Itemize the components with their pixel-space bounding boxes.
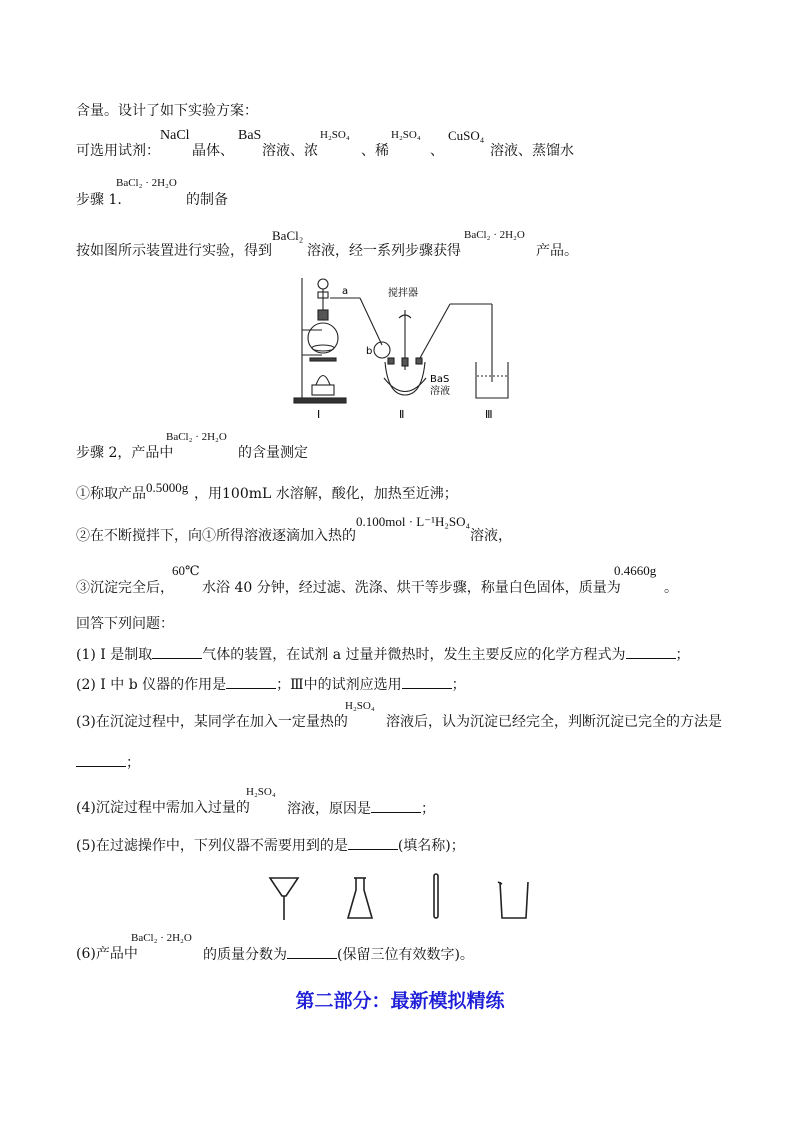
step1-label: 步骤 1.	[76, 192, 122, 208]
text: 溶液、蒸馏水	[490, 143, 574, 159]
formula-h2so4: H₂SO₄	[246, 786, 276, 798]
question-3-text-a: (3)在沉淀过程中，某同学在加入一定量热的	[76, 714, 348, 730]
answer-blank[interactable]	[76, 752, 126, 767]
formula-h2so4: H₂SO₄	[345, 700, 375, 712]
beaker-icon	[498, 882, 528, 918]
funnel-icon	[270, 878, 298, 920]
apparatus-figure	[290, 270, 520, 422]
answer-blank[interactable]	[348, 835, 398, 850]
step-1-line: ①称取产品	[76, 486, 146, 502]
question-6-text-b: 的质量分数为 (保留三位有效数字)。	[203, 944, 474, 965]
section-heading: 第二部分：最新模拟精练	[295, 990, 505, 1012]
glass-rod-icon	[434, 874, 438, 918]
text: 溶液，	[470, 528, 512, 544]
formula-h2so4: H₂SO₄	[320, 129, 350, 141]
text: 的含量测定	[238, 445, 308, 461]
answer-blank[interactable]	[152, 644, 202, 659]
answer-heading: 回答下列问题：	[76, 616, 174, 632]
formula-cuso4: CuSO₄	[448, 128, 485, 143]
text: 的制备	[186, 192, 228, 208]
text: 、	[430, 143, 444, 159]
question-1: (1) Ⅰ 是制取 气体的装置，在试剂 a 过量并微热时，发生主要反应的化学方程式为 ；	[76, 644, 690, 665]
answer-blank[interactable]	[626, 644, 676, 659]
formula-bacl2: BaCl₂	[272, 228, 304, 243]
answer-blank[interactable]	[371, 798, 421, 813]
roman-2: Ⅱ	[399, 408, 405, 421]
text: ，用100mL 水溶解，酸化，加热至近沸；	[194, 486, 458, 502]
question-4-text-b: 溶液，原因是 ；	[287, 798, 435, 819]
roman-1: Ⅰ	[317, 408, 321, 421]
reagent-line-label: 可选用试剂：	[76, 143, 160, 159]
question-6-text-a: (6)产品中	[76, 946, 138, 962]
answer-blank[interactable]	[287, 944, 337, 959]
text-line: 按如图所示装置进行实验，得到	[76, 243, 272, 259]
question-5: (5)在过滤操作中，下列仪器不需要用到的是 (填名称)；	[76, 835, 465, 856]
question-3-answer: ；	[76, 752, 140, 773]
text: 溶液、浓	[262, 143, 318, 159]
step-2-line: ②在不断搅拌下，向①所得溶液逐滴加入热的	[76, 528, 356, 544]
question-3-text-b: 溶液后，认为沉淀已经完全，判断沉淀已完全的方法是	[386, 714, 722, 730]
formula-bacl2-2h2o: BaCl₂ · 2H₂O	[166, 431, 227, 443]
text: 水浴 40 分钟，经过滤、洗涤、烘干等步骤，称量白色固体，质量为	[202, 580, 621, 596]
temperature: 60℃	[172, 563, 200, 578]
text: 。	[664, 580, 678, 596]
roman-3: Ⅲ	[485, 408, 493, 421]
label-a: a	[342, 286, 349, 297]
formula-bas: BaS	[238, 128, 262, 143]
concentration: 0.100mol · L⁻¹H₂SO₄	[356, 514, 471, 529]
step2-label: 步骤 2，产品中	[76, 445, 174, 461]
formula-bacl2-2h2o: BaCl₂ · 2H₂O	[116, 177, 177, 189]
formula-bacl2-2h2o: BaCl₂ · 2H₂O	[131, 932, 192, 944]
text: 溶液，经一系列步骤获得	[307, 243, 461, 259]
instrument-row	[264, 872, 544, 924]
text: 、稀	[361, 143, 389, 159]
label-b: b	[366, 346, 373, 357]
formula-bacl2-2h2o: BaCl₂ · 2H₂O	[464, 229, 525, 241]
question-4-text-a: (4)沉淀过程中需加入过量的	[76, 800, 250, 816]
answer-blank[interactable]	[226, 674, 276, 689]
question-2: (2) Ⅰ 中 b 仪器的作用是 ；Ⅲ中的试剂应选用 ；	[76, 674, 466, 695]
stirrer-label: 搅拌器	[388, 288, 418, 299]
solution-label: 溶液	[430, 386, 450, 397]
text: 晶体、	[192, 143, 234, 159]
formula-nacl: NaCl	[160, 128, 190, 143]
text-line: 含量。设计了如下实验方案：	[76, 103, 258, 119]
text: 产品。	[536, 243, 578, 259]
mass-2: 0.4660g	[614, 563, 657, 578]
step-3-line: ③沉淀完全后，	[76, 580, 174, 596]
mass-1: 0.5000g	[146, 480, 189, 495]
formula-h2so4: H₂SO₄	[391, 129, 421, 141]
bas-label: BaS	[430, 374, 450, 385]
conical-flask-icon	[348, 878, 372, 918]
answer-blank[interactable]	[402, 674, 452, 689]
